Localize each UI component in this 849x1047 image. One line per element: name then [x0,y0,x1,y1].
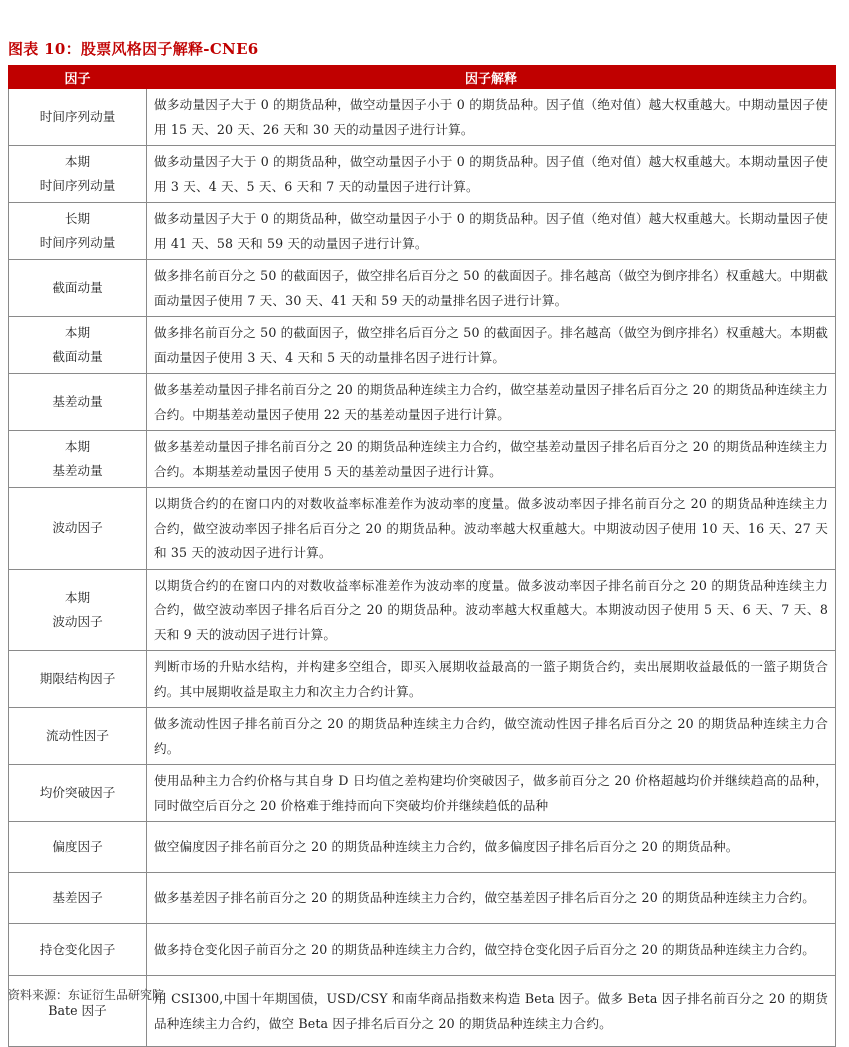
table-row [9,924,836,976]
factor-name-cell [9,765,147,822]
factor-description-cell: 做多动量因子大于 0 的期货品种，做空动量因子小于 0 的期货品种。因子值（绝对值）越大权重越大。中期动量因子使用 15 天、20 天、26 天和 30 天的动量因子进行计算。 [147,89,836,146]
factor-name-line: 时间序列动量 [39,109,116,124]
table-row [9,708,836,765]
factor-description-cell: 判断市场的升贴水结构，并构建多空组合，即买入展期收益最高的一篮子期货合约，卖出展期收益最低的一篮子期货合约。其中展期收益是取主力和次主力合约计算。 [147,651,836,708]
table-row [9,765,836,822]
factor-description-cell: 以期货合约的在窗口内的对数收益率标准差作为波动率的度量。做多波动率因子排名前百分之 20 的期货品种连续主力合约，做空波动率因子排名后百分之 20 的期货品种。波动率越大权重越大。本期波动因子使用 5 天、6 天、7 天、8 天和 9 天的波动因子进行计算。 [147,569,836,651]
factor-name-line: 波动因子 [52,520,103,536]
factor-name-line: 基差因子 [52,890,103,905]
factor-description-cell: 做多动量因子大于 0 的期货品种，做空动量因子小于 0 的期货品种。因子值（绝对值）越大权重越大。长期动量因子使用 41 天、58 天和 59 天的动量因子进行计算。 [147,203,836,260]
factor-name-line: 本期 [64,154,91,169]
factor-description-cell: 使用品种主力合约价格与其自身 D 日均值之差构建均价突破因子，做多前百分之 20 价格超越均价并继续趋高的品种，同时做空后百分之 20 价格难于维持而向下突破均价并继续趋低的品种 [147,765,836,822]
factor-description-cell: 做多持仓变化因子前百分之 20 的期货品种连续主力合约，做空持仓变化因子后百分之 20 的期货品种连续主力合约。 [147,924,836,976]
table-row [9,374,836,431]
table-row [9,431,836,488]
table-row [9,488,836,570]
table-row [9,203,836,260]
factor-name-line: 持仓变化因子 [39,941,116,957]
factor-name-line: 本期 [64,325,91,340]
factor-name-cell [9,924,147,976]
factor-name-line: 截面动量 [52,349,103,364]
factor-name-line: 期限结构因子 [39,671,116,686]
factor-name-line: 波动因子 [52,613,103,629]
factor-description-cell: 做多基差因子排名前百分之 20 的期货品种连续主力合约，做空基差因子排名后百分之 20 的期货品种连续主力合约。 [147,873,836,924]
factor-description-cell: 做多排名前百分之 50 的截面因子，做空排名后百分之 50 的截面因子。排名越高（做空为倒序排名）权重越大。中期截面动量因子使用 7 天、30 天、41 天和 59 天的动量排名因子进行计算。 [147,260,836,317]
factor-name-line: 基差动量 [52,394,103,409]
table-row [9,89,836,146]
factor-name-line: 本期 [64,589,91,605]
source-note: 资料来源：东证衍生品研究院 [8,988,165,1002]
factor-name-line: 偏度因子 [52,839,103,854]
factor-name-cell [9,488,147,570]
table-row [9,822,836,873]
factor-name-line: Bate 因子 [48,1003,107,1018]
factor-name-cell [9,431,147,488]
factor-table [8,65,836,1047]
factor-name-line: 基差动量 [52,463,103,478]
table-row [9,317,836,374]
factor-description-cell: 做多动量因子大于 0 的期货品种，做空动量因子小于 0 的期货品种。因子值（绝对值）越大权重越大。本期动量因子使用 3 天、4 天、5 天、6 天和 7 天的动量因子进行计算。 [147,146,836,203]
table-row [9,146,836,203]
factor-name-line: 流动性因子 [46,728,109,743]
table-row [9,651,836,708]
factor-name-line: 时间序列动量 [39,178,116,193]
factor-name-cell [9,822,147,873]
factor-description-cell: 做多基差动量因子排名前百分之 20 的期货品种连续主力合约，做空基差动量因子排名后百分之 20 的期货品种连续主力合约。本期基差动量因子使用 5 天的基差动量因子进行计算。 [147,431,836,488]
table-header-row [9,66,836,89]
factor-description-cell: 做空偏度因子排名前百分之 20 的期货品种连续主力合约，做多偏度因子排名后百分之 20 的期货品种。 [147,822,836,873]
factor-name-line: 本期 [64,439,91,454]
factor-name-cell [9,89,147,146]
table-row [9,260,836,317]
factor-name-cell [9,374,147,431]
table-row [9,873,836,924]
factor-name-cell [9,146,147,203]
factor-description-cell: 做多排名前百分之 50 的截面因子，做空排名后百分之 50 的截面因子。排名越高（做空为倒序排名）权重越大。本期截面动量因子使用 3 天、4 天和 5 天的动量排名因子进行计算。 [147,317,836,374]
factor-name-cell [9,203,147,260]
factor-description-cell: 用 CSI300,中国十年期国债，USD/CSY 和南华商品指数来构造 Beta 因子。做多 Beta 因子排名前百分之 20 的期货品种连续主力合约，做空 Beta 因子排名后百分之 20 的期货品种连续主力合约。 [147,976,836,1047]
factor-name-line: 均价突破因子 [39,785,116,800]
factor-name-cell [9,708,147,765]
factor-description-cell: 做多基差动量因子排名前百分之 20 的期货品种连续主力合约，做空基差动量因子排名后百分之 20 的期货品种连续主力合约。中期基差动量因子使用 22 天的基差动量因子进行计算。 [147,374,836,431]
figure-title: 图表 10：股票风格因子解释-CNE6 [8,40,259,58]
factor-name-line: 长期 [64,211,91,226]
factor-description-cell: 以期货合约的在窗口内的对数收益率标准差作为波动率的度量。做多波动率因子排名前百分之 20 的期货品种连续主力合约，做空波动率因子排名后百分之 20 的期货品种。波动率越大权重越大。中期波动因子使用 10 天、16 天、27 天和 35 天的波动因子进行计算。 [147,488,836,570]
factor-name-line: 时间序列动量 [39,235,116,250]
factor-name-cell [9,569,147,651]
factor-name-cell [9,260,147,317]
factor-name-cell [9,651,147,708]
table-row [9,569,836,651]
factor-name-line: 截面动量 [52,280,103,295]
factor-name-cell [9,317,147,374]
column-header-factor: 因子 [9,66,147,89]
column-header-explanation: 因子解释 [147,66,836,89]
factor-description-cell: 做多流动性因子排名前百分之 20 的期货品种连续主力合约，做空流动性因子排名后百分之 20 的期货品种连续主力合约。 [147,708,836,765]
factor-name-cell [9,873,147,924]
